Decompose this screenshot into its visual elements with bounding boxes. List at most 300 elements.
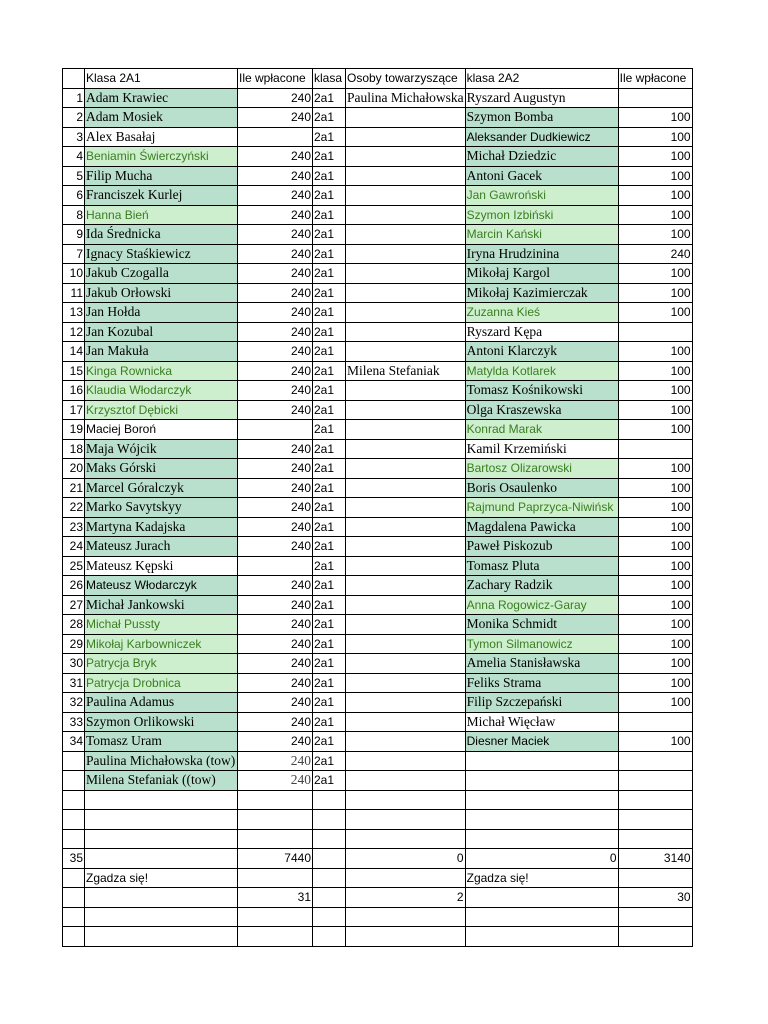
paid-2a2-cell[interactable]: 100: [618, 381, 692, 401]
row-number-cell[interactable]: 33: [63, 712, 85, 732]
klasa-2a2-name-cell[interactable]: [465, 790, 618, 810]
paid-2a2-cell[interactable]: [618, 927, 692, 947]
klasa-2a1-name-cell[interactable]: Michał Jankowski: [85, 595, 238, 615]
row-number-cell[interactable]: 20: [63, 459, 85, 479]
klasa-2a2-name-cell[interactable]: Szymon Bomba: [465, 108, 618, 128]
companion-cell[interactable]: [346, 244, 466, 264]
klasa-cell[interactable]: [313, 829, 346, 849]
companion-cell[interactable]: [346, 576, 466, 596]
paid-2a1-cell[interactable]: 240: [238, 400, 313, 420]
paid-2a1-cell[interactable]: 240: [238, 147, 313, 167]
companion-cell[interactable]: [346, 381, 466, 401]
paid-2a1-cell[interactable]: [238, 127, 313, 147]
row-number-cell[interactable]: [63, 771, 85, 791]
klasa-2a2-name-cell[interactable]: Filip Szczepański: [465, 693, 618, 713]
klasa-2a2-name-cell[interactable]: [465, 751, 618, 771]
companion-cell[interactable]: [346, 205, 466, 225]
paid-2a1-cell[interactable]: 240: [238, 322, 313, 342]
paid-2a1-cell[interactable]: 240: [238, 361, 313, 381]
klasa-cell[interactable]: 2a1: [313, 751, 346, 771]
paid-2a1-cell[interactable]: [238, 556, 313, 576]
paid-2a1-cell[interactable]: 240: [238, 615, 313, 635]
klasa-2a2-name-cell[interactable]: Jan Gawroński: [465, 186, 618, 206]
paid-2a1-cell[interactable]: 240: [238, 244, 313, 264]
paid-2a2-cell[interactable]: [618, 322, 692, 342]
klasa-cell[interactable]: 2a1: [313, 459, 346, 479]
header-cell-klasa-2a1[interactable]: Klasa 2A1: [85, 69, 238, 89]
row-number-cell[interactable]: 2: [63, 108, 85, 128]
paid-2a2-cell[interactable]: 100: [618, 459, 692, 479]
klasa-2a1-name-cell[interactable]: Jakub Orłowski: [85, 283, 238, 303]
klasa-2a1-name-cell[interactable]: Alex Basałaj: [85, 127, 238, 147]
klasa-2a1-name-cell[interactable]: Adam Krawiec: [85, 88, 238, 108]
paid-2a2-cell[interactable]: 100: [618, 478, 692, 498]
companion-cell[interactable]: [346, 108, 466, 128]
paid-2a2-cell[interactable]: [618, 771, 692, 791]
klasa-2a1-name-cell[interactable]: Maks Górski: [85, 459, 238, 479]
header-cell-index[interactable]: [63, 69, 85, 89]
klasa-2a2-name-cell[interactable]: Tomasz Pluta: [465, 556, 618, 576]
row-number-cell[interactable]: 19: [63, 420, 85, 440]
row-number-cell[interactable]: 9: [63, 225, 85, 245]
klasa-2a1-name-cell[interactable]: [85, 849, 238, 869]
row-number-cell[interactable]: 8: [63, 205, 85, 225]
companion-cell[interactable]: [346, 693, 466, 713]
row-number-cell[interactable]: 11: [63, 283, 85, 303]
klasa-cell[interactable]: 2a1: [313, 634, 346, 654]
klasa-2a1-name-cell[interactable]: Hanna Bień: [85, 205, 238, 225]
klasa-2a1-name-cell[interactable]: Beniamin Świerczyński: [85, 147, 238, 167]
klasa-2a1-name-cell[interactable]: Martyna Kadajska: [85, 517, 238, 537]
paid-2a1-cell[interactable]: [238, 927, 313, 947]
paid-2a2-cell[interactable]: 100: [618, 361, 692, 381]
row-number-cell[interactable]: 6: [63, 186, 85, 206]
paid-2a2-cell[interactable]: [618, 712, 692, 732]
klasa-cell[interactable]: 2a1: [313, 732, 346, 752]
row-number-cell[interactable]: 25: [63, 556, 85, 576]
klasa-2a1-name-cell[interactable]: Klaudia Włodarczyk: [85, 381, 238, 401]
klasa-2a2-name-cell[interactable]: Aleksander Dudkiewicz: [465, 127, 618, 147]
klasa-cell[interactable]: [313, 849, 346, 869]
row-number-cell[interactable]: 10: [63, 264, 85, 284]
klasa-2a2-name-cell[interactable]: Ryszard Augustyn: [465, 88, 618, 108]
paid-2a1-cell[interactable]: 240: [238, 439, 313, 459]
row-number-cell[interactable]: [63, 907, 85, 927]
klasa-2a2-name-cell[interactable]: Mikołaj Kargol: [465, 264, 618, 284]
row-number-cell[interactable]: [63, 810, 85, 830]
klasa-2a2-name-cell[interactable]: Boris Osaulenko: [465, 478, 618, 498]
companion-cell[interactable]: [346, 186, 466, 206]
companion-cell[interactable]: [346, 868, 466, 888]
klasa-2a2-name-cell[interactable]: [465, 810, 618, 830]
paid-2a1-cell[interactable]: 240: [238, 498, 313, 518]
klasa-2a2-name-cell[interactable]: Iryna Hrudzinina: [465, 244, 618, 264]
row-number-cell[interactable]: [63, 751, 85, 771]
klasa-2a2-name-cell[interactable]: Paweł Piskozub: [465, 537, 618, 557]
paid-2a2-cell[interactable]: [618, 868, 692, 888]
paid-2a1-cell[interactable]: 240: [238, 654, 313, 674]
paid-2a1-cell[interactable]: [238, 829, 313, 849]
header-cell-paid-2a1[interactable]: Ile wpłacone: [238, 69, 313, 89]
klasa-2a1-name-cell[interactable]: [85, 888, 238, 908]
klasa-2a1-name-cell[interactable]: Filip Mucha: [85, 166, 238, 186]
klasa-cell[interactable]: 2a1: [313, 400, 346, 420]
klasa-2a1-name-cell[interactable]: Maja Wójcik: [85, 439, 238, 459]
paid-2a1-cell[interactable]: 240: [238, 205, 313, 225]
row-number-cell[interactable]: 27: [63, 595, 85, 615]
klasa-cell[interactable]: 2a1: [313, 420, 346, 440]
companion-cell[interactable]: [346, 751, 466, 771]
klasa-2a2-name-cell[interactable]: Olga Kraszewska: [465, 400, 618, 420]
companion-cell[interactable]: [346, 166, 466, 186]
companion-cell[interactable]: [346, 303, 466, 323]
paid-2a1-cell[interactable]: 240: [238, 283, 313, 303]
klasa-2a2-name-cell[interactable]: Mikołaj Kazimierczak: [465, 283, 618, 303]
klasa-2a1-name-cell[interactable]: Tomasz Uram: [85, 732, 238, 752]
row-number-cell[interactable]: 12: [63, 322, 85, 342]
paid-2a2-cell[interactable]: 100: [618, 654, 692, 674]
paid-2a1-cell[interactable]: 240: [238, 751, 313, 771]
klasa-2a1-name-cell[interactable]: Marko Savytskyy: [85, 498, 238, 518]
klasa-2a1-name-cell[interactable]: Paulina Adamus: [85, 693, 238, 713]
klasa-cell[interactable]: 2a1: [313, 264, 346, 284]
klasa-2a2-name-cell[interactable]: Zachary Radzik: [465, 576, 618, 596]
klasa-2a2-name-cell[interactable]: [465, 907, 618, 927]
paid-2a1-cell[interactable]: 240: [238, 166, 313, 186]
klasa-cell[interactable]: 2a1: [313, 576, 346, 596]
klasa-2a2-name-cell[interactable]: [465, 771, 618, 791]
klasa-cell[interactable]: 2a1: [313, 693, 346, 713]
klasa-2a1-name-cell[interactable]: Franciszek Kurlej: [85, 186, 238, 206]
row-number-cell[interactable]: [63, 829, 85, 849]
header-cell-paid-2a2[interactable]: Ile wpłacone: [618, 69, 692, 89]
klasa-2a1-name-cell[interactable]: Krzysztof Dębicki: [85, 400, 238, 420]
klasa-cell[interactable]: 2a1: [313, 654, 346, 674]
paid-2a1-cell[interactable]: 240: [238, 88, 313, 108]
companion-cell[interactable]: [346, 673, 466, 693]
klasa-2a2-name-cell[interactable]: Diesner Maciek: [465, 732, 618, 752]
row-number-cell[interactable]: [63, 927, 85, 947]
companion-cell[interactable]: [346, 420, 466, 440]
paid-2a2-cell[interactable]: 100: [618, 225, 692, 245]
paid-2a1-cell[interactable]: 240: [238, 225, 313, 245]
klasa-2a2-name-cell[interactable]: Bartosz Olizarowski: [465, 459, 618, 479]
klasa-2a1-name-cell[interactable]: Jan Hołda: [85, 303, 238, 323]
row-number-cell[interactable]: 17: [63, 400, 85, 420]
klasa-2a2-name-cell[interactable]: Konrad Marak: [465, 420, 618, 440]
companion-cell[interactable]: [346, 283, 466, 303]
klasa-2a1-name-cell[interactable]: Marcel Góralczyk: [85, 478, 238, 498]
row-number-cell[interactable]: 3: [63, 127, 85, 147]
row-number-cell[interactable]: 28: [63, 615, 85, 635]
paid-2a1-cell[interactable]: 240: [238, 381, 313, 401]
row-number-cell[interactable]: 1: [63, 88, 85, 108]
klasa-cell[interactable]: 2a1: [313, 342, 346, 362]
companion-cell[interactable]: [346, 517, 466, 537]
companion-cell[interactable]: [346, 478, 466, 498]
klasa-2a2-name-cell[interactable]: Marcin Kański: [465, 225, 618, 245]
paid-2a2-cell[interactable]: 240: [618, 244, 692, 264]
companion-cell[interactable]: [346, 342, 466, 362]
header-cell-klasa[interactable]: klasa: [313, 69, 346, 89]
klasa-2a2-name-cell[interactable]: Rajmund Paprzyca-Niwińsk: [465, 498, 618, 518]
klasa-2a1-name-cell[interactable]: [85, 810, 238, 830]
row-number-cell[interactable]: 30: [63, 654, 85, 674]
row-number-cell[interactable]: 26: [63, 576, 85, 596]
paid-2a2-cell[interactable]: 100: [618, 283, 692, 303]
klasa-2a2-name-cell[interactable]: [465, 927, 618, 947]
paid-2a1-cell[interactable]: 240: [238, 186, 313, 206]
klasa-2a2-name-cell[interactable]: Monika Schmidt: [465, 615, 618, 635]
paid-2a1-cell[interactable]: 240: [238, 595, 313, 615]
paid-2a2-cell[interactable]: 100: [618, 303, 692, 323]
klasa-2a2-name-cell[interactable]: Michał Dziedzic: [465, 147, 618, 167]
klasa-2a1-name-cell[interactable]: Kinga Rownicka: [85, 361, 238, 381]
paid-2a1-cell[interactable]: [238, 810, 313, 830]
row-number-cell[interactable]: 31: [63, 673, 85, 693]
paid-2a2-cell[interactable]: [618, 439, 692, 459]
row-number-cell[interactable]: 22: [63, 498, 85, 518]
klasa-2a2-name-cell[interactable]: Antoni Gacek: [465, 166, 618, 186]
header-cell-companions[interactable]: Osoby towarzyszące: [346, 69, 466, 89]
paid-2a1-cell[interactable]: [238, 790, 313, 810]
klasa-2a1-name-cell[interactable]: Mateusz Kępski: [85, 556, 238, 576]
row-number-cell[interactable]: 23: [63, 517, 85, 537]
paid-2a1-cell[interactable]: 240: [238, 673, 313, 693]
row-number-cell[interactable]: 15: [63, 361, 85, 381]
header-cell-klasa-2a2[interactable]: klasa 2A2: [465, 69, 618, 89]
klasa-2a1-name-cell[interactable]: [85, 829, 238, 849]
klasa-cell[interactable]: 2a1: [313, 673, 346, 693]
row-number-cell[interactable]: 4: [63, 147, 85, 167]
paid-2a1-cell[interactable]: 240: [238, 264, 313, 284]
paid-2a2-cell[interactable]: [618, 907, 692, 927]
paid-2a2-cell[interactable]: 100: [618, 127, 692, 147]
companion-cell[interactable]: Paulina Michałowska: [346, 88, 466, 108]
companion-cell[interactable]: [346, 498, 466, 518]
klasa-2a1-name-cell[interactable]: Zgadza się!: [85, 868, 238, 888]
klasa-2a1-name-cell[interactable]: Maciej Boroń: [85, 420, 238, 440]
klasa-cell[interactable]: 2a1: [313, 244, 346, 264]
companion-cell[interactable]: [346, 264, 466, 284]
companion-cell[interactable]: [346, 127, 466, 147]
klasa-2a1-name-cell[interactable]: Mikołaj Karbowniczek: [85, 634, 238, 654]
companion-cell[interactable]: [346, 732, 466, 752]
klasa-2a1-name-cell[interactable]: Patrycja Bryk: [85, 654, 238, 674]
paid-2a2-cell[interactable]: 100: [618, 342, 692, 362]
klasa-2a2-name-cell[interactable]: Ryszard Kępa: [465, 322, 618, 342]
klasa-2a1-name-cell[interactable]: [85, 927, 238, 947]
paid-2a2-cell[interactable]: 100: [618, 517, 692, 537]
klasa-cell[interactable]: 2a1: [313, 517, 346, 537]
klasa-2a1-name-cell[interactable]: Jan Makuła: [85, 342, 238, 362]
paid-2a2-cell[interactable]: 100: [618, 693, 692, 713]
klasa-cell[interactable]: 2a1: [313, 225, 346, 245]
paid-2a1-cell[interactable]: 240: [238, 537, 313, 557]
paid-2a1-cell[interactable]: 240: [238, 634, 313, 654]
paid-2a1-cell[interactable]: 240: [238, 459, 313, 479]
paid-2a1-cell[interactable]: 240: [238, 771, 313, 791]
companion-cell[interactable]: [346, 829, 466, 849]
paid-2a1-cell[interactable]: 240: [238, 478, 313, 498]
paid-2a1-cell[interactable]: 240: [238, 303, 313, 323]
klasa-cell[interactable]: 2a1: [313, 537, 346, 557]
row-number-cell[interactable]: 34: [63, 732, 85, 752]
klasa-2a2-name-cell[interactable]: Kamil Krzemiński: [465, 439, 618, 459]
klasa-2a1-name-cell[interactable]: Milena Stefaniak ((tow): [85, 771, 238, 791]
row-number-cell[interactable]: 29: [63, 634, 85, 654]
paid-2a2-cell[interactable]: [618, 829, 692, 849]
klasa-cell[interactable]: 2a1: [313, 439, 346, 459]
klasa-cell[interactable]: [313, 927, 346, 947]
row-number-cell[interactable]: [63, 868, 85, 888]
klasa-cell[interactable]: 2a1: [313, 205, 346, 225]
klasa-2a1-name-cell[interactable]: Paulina Michałowska (tow): [85, 751, 238, 771]
klasa-cell[interactable]: 2a1: [313, 595, 346, 615]
row-number-cell[interactable]: 13: [63, 303, 85, 323]
klasa-2a2-name-cell[interactable]: Feliks Strama: [465, 673, 618, 693]
klasa-2a2-name-cell[interactable]: Tomasz Kośnikowski: [465, 381, 618, 401]
paid-2a1-cell[interactable]: 7440: [238, 849, 313, 869]
klasa-2a1-name-cell[interactable]: Ignacy Staśkiewicz: [85, 244, 238, 264]
paid-2a2-cell[interactable]: 100: [618, 400, 692, 420]
paid-2a2-cell[interactable]: 30: [618, 888, 692, 908]
klasa-2a2-name-cell[interactable]: Antoni Klarczyk: [465, 342, 618, 362]
klasa-cell[interactable]: 2a1: [313, 556, 346, 576]
companion-cell[interactable]: [346, 712, 466, 732]
klasa-2a1-name-cell[interactable]: Mateusz Włodarczyk: [85, 576, 238, 596]
klasa-2a1-name-cell[interactable]: Szymon Orlikowski: [85, 712, 238, 732]
companion-cell[interactable]: 2: [346, 888, 466, 908]
paid-2a1-cell[interactable]: [238, 907, 313, 927]
companion-cell[interactable]: [346, 459, 466, 479]
klasa-cell[interactable]: [313, 888, 346, 908]
paid-2a2-cell[interactable]: 100: [618, 186, 692, 206]
klasa-cell[interactable]: 2a1: [313, 381, 346, 401]
klasa-2a2-name-cell[interactable]: Anna Rogowicz-Garay: [465, 595, 618, 615]
row-number-cell[interactable]: 18: [63, 439, 85, 459]
paid-2a2-cell[interactable]: 100: [618, 166, 692, 186]
klasa-cell[interactable]: [313, 907, 346, 927]
klasa-2a2-name-cell[interactable]: [465, 888, 618, 908]
klasa-2a2-name-cell[interactable]: Magdalena Pawicka: [465, 517, 618, 537]
paid-2a2-cell[interactable]: 3140: [618, 849, 692, 869]
paid-2a2-cell[interactable]: 100: [618, 108, 692, 128]
companion-cell[interactable]: [346, 400, 466, 420]
klasa-cell[interactable]: [313, 810, 346, 830]
row-number-cell[interactable]: 21: [63, 478, 85, 498]
paid-2a2-cell[interactable]: 100: [618, 264, 692, 284]
paid-2a2-cell[interactable]: 100: [618, 732, 692, 752]
paid-2a2-cell[interactable]: 100: [618, 537, 692, 557]
companion-cell[interactable]: [346, 595, 466, 615]
klasa-cell[interactable]: 2a1: [313, 88, 346, 108]
klasa-cell[interactable]: 2a1: [313, 108, 346, 128]
row-number-cell[interactable]: 32: [63, 693, 85, 713]
klasa-2a1-name-cell[interactable]: [85, 907, 238, 927]
row-number-cell[interactable]: 5: [63, 166, 85, 186]
paid-2a2-cell[interactable]: 100: [618, 595, 692, 615]
klasa-cell[interactable]: 2a1: [313, 361, 346, 381]
klasa-cell[interactable]: 2a1: [313, 322, 346, 342]
klasa-cell[interactable]: 2a1: [313, 303, 346, 323]
paid-2a1-cell[interactable]: 240: [238, 108, 313, 128]
klasa-cell[interactable]: 2a1: [313, 283, 346, 303]
klasa-cell[interactable]: 2a1: [313, 615, 346, 635]
paid-2a1-cell[interactable]: 240: [238, 517, 313, 537]
row-number-cell[interactable]: 16: [63, 381, 85, 401]
companion-cell[interactable]: [346, 634, 466, 654]
klasa-cell[interactable]: 2a1: [313, 147, 346, 167]
paid-2a2-cell[interactable]: [618, 810, 692, 830]
paid-2a2-cell[interactable]: 100: [618, 420, 692, 440]
klasa-cell[interactable]: [313, 790, 346, 810]
klasa-2a1-name-cell[interactable]: Jan Kozubal: [85, 322, 238, 342]
paid-2a2-cell[interactable]: 100: [618, 615, 692, 635]
companion-cell[interactable]: [346, 615, 466, 635]
klasa-2a2-name-cell[interactable]: Szymon Izbiński: [465, 205, 618, 225]
klasa-2a1-name-cell[interactable]: Jakub Czogalla: [85, 264, 238, 284]
klasa-cell[interactable]: 2a1: [313, 498, 346, 518]
companion-cell[interactable]: [346, 439, 466, 459]
companion-cell[interactable]: [346, 322, 466, 342]
row-number-cell[interactable]: 35: [63, 849, 85, 869]
row-number-cell[interactable]: 14: [63, 342, 85, 362]
paid-2a2-cell[interactable]: 100: [618, 498, 692, 518]
paid-2a1-cell[interactable]: 31: [238, 888, 313, 908]
companion-cell[interactable]: [346, 147, 466, 167]
paid-2a2-cell[interactable]: [618, 751, 692, 771]
klasa-cell[interactable]: 2a1: [313, 771, 346, 791]
klasa-2a2-name-cell[interactable]: Zgadza się!: [465, 868, 618, 888]
row-number-cell[interactable]: [63, 790, 85, 810]
klasa-2a2-name-cell[interactable]: Tymon Silmanowicz: [465, 634, 618, 654]
companion-cell[interactable]: [346, 225, 466, 245]
klasa-2a2-name-cell[interactable]: Matylda Kotlarek: [465, 361, 618, 381]
klasa-cell[interactable]: 2a1: [313, 127, 346, 147]
paid-2a2-cell[interactable]: 100: [618, 556, 692, 576]
companion-cell[interactable]: [346, 771, 466, 791]
klasa-2a1-name-cell[interactable]: Ida Średnicka: [85, 225, 238, 245]
companion-cell[interactable]: [346, 907, 466, 927]
klasa-2a2-name-cell[interactable]: 0: [465, 849, 618, 869]
row-number-cell[interactable]: [63, 888, 85, 908]
klasa-2a1-name-cell[interactable]: Michał Pussty: [85, 615, 238, 635]
companion-cell[interactable]: Milena Stefaniak: [346, 361, 466, 381]
companion-cell[interactable]: [346, 810, 466, 830]
klasa-2a2-name-cell[interactable]: Michał Więcław: [465, 712, 618, 732]
paid-2a1-cell[interactable]: [238, 868, 313, 888]
companion-cell[interactable]: [346, 537, 466, 557]
klasa-2a2-name-cell[interactable]: [465, 829, 618, 849]
companion-cell[interactable]: [346, 790, 466, 810]
klasa-2a2-name-cell[interactable]: Zuzanna Kieś: [465, 303, 618, 323]
klasa-2a1-name-cell[interactable]: Mateusz Jurach: [85, 537, 238, 557]
paid-2a1-cell[interactable]: 240: [238, 732, 313, 752]
companion-cell[interactable]: [346, 927, 466, 947]
klasa-cell[interactable]: 2a1: [313, 712, 346, 732]
paid-2a2-cell[interactable]: 100: [618, 634, 692, 654]
companion-cell[interactable]: [346, 654, 466, 674]
klasa-2a1-name-cell[interactable]: Adam Mosiek: [85, 108, 238, 128]
klasa-cell[interactable]: 2a1: [313, 186, 346, 206]
paid-2a2-cell[interactable]: [618, 88, 692, 108]
companion-cell[interactable]: 0: [346, 849, 466, 869]
paid-2a1-cell[interactable]: [238, 420, 313, 440]
klasa-cell[interactable]: 2a1: [313, 166, 346, 186]
paid-2a2-cell[interactable]: 100: [618, 576, 692, 596]
paid-2a1-cell[interactable]: 240: [238, 342, 313, 362]
